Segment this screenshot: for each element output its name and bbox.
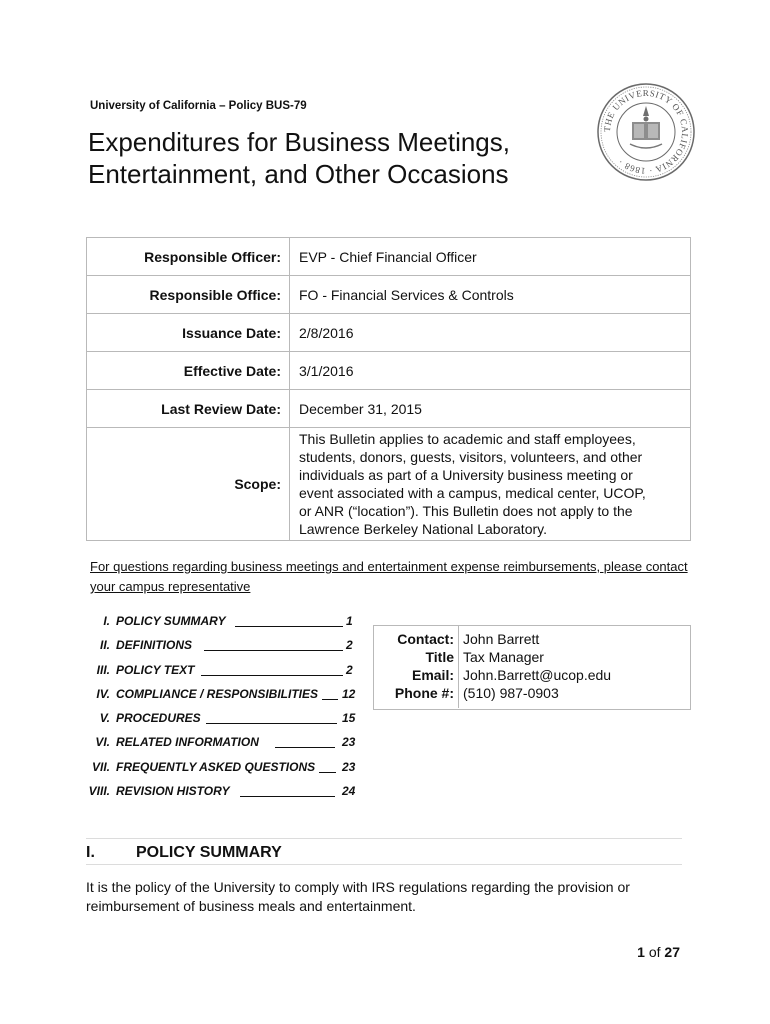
page-number bbox=[637, 944, 680, 960]
contact-row-title bbox=[373, 648, 691, 666]
toc-page-number: 1 bbox=[346, 614, 353, 628]
toc-title: POLICY TEXT bbox=[116, 662, 195, 677]
info-row-scope bbox=[87, 428, 691, 541]
toc-page-number: 23 bbox=[342, 759, 356, 774]
toc-title: COMPLIANCE / RESPONSIBILITIES bbox=[116, 686, 319, 701]
contact-row-name bbox=[373, 625, 691, 648]
seal-text: THE UNIVERSITY OF CALIFORNIA · 1868 · bbox=[601, 87, 691, 177]
scope-line: event associated with a campus, medical center, UCOP, bbox=[299, 485, 646, 501]
page-current: 1 bbox=[637, 944, 645, 960]
section-number: I. bbox=[86, 844, 95, 861]
toc-number: IV. bbox=[96, 686, 110, 701]
info-value: 2/8/2016 bbox=[290, 314, 691, 352]
contact-label: Email: bbox=[373, 666, 459, 684]
toc-number: VII. bbox=[91, 759, 110, 774]
contact-value: John Barrett bbox=[463, 631, 540, 647]
info-row-office bbox=[87, 276, 691, 314]
info-label: Effective Date: bbox=[87, 352, 290, 390]
policy-summary-text: It is the policy of the University to comply with IRS regulations regarding the provision or reimbursement of business meals and entertainment. bbox=[86, 879, 630, 914]
toc-leader-line bbox=[206, 723, 337, 724]
toc-leader-line bbox=[322, 699, 338, 700]
toc-page-number: 15 bbox=[342, 711, 356, 726]
scope-label: Scope: bbox=[87, 428, 290, 541]
toc-number: V. bbox=[99, 711, 110, 726]
toc-title: PROCEDURES bbox=[116, 711, 201, 726]
toc-leader-line bbox=[275, 747, 335, 748]
contact-table bbox=[373, 625, 691, 708]
info-label: Responsible Officer: bbox=[87, 238, 290, 276]
toc-page-number: 23 bbox=[342, 735, 356, 750]
section-title: POLICY SUMMARY bbox=[136, 844, 282, 861]
info-label: Last Review Date: bbox=[87, 390, 290, 428]
toc-leader-line bbox=[201, 675, 343, 676]
contact-email-link[interactable]: John.Barrett@ucop.edu bbox=[463, 667, 612, 683]
toc-page-number: 24 bbox=[342, 784, 356, 799]
toc-page-number: 2 bbox=[346, 662, 353, 677]
page-title bbox=[88, 126, 510, 190]
toc-number: VI. bbox=[95, 735, 110, 750]
scope-text bbox=[290, 428, 691, 541]
scope-line: students, donors, guests, visitors, volunteers, and other bbox=[299, 449, 643, 465]
toc-title: POLICY SUMMARY bbox=[116, 614, 226, 628]
toc-page-number: 12 bbox=[342, 686, 356, 701]
info-row-officer bbox=[87, 238, 691, 276]
scope-line: Lawrence Berkeley National Laboratory. bbox=[299, 521, 547, 537]
section-heading bbox=[86, 844, 282, 862]
info-row-last-review-date bbox=[87, 390, 691, 428]
policy-line: University of California – Policy BUS-79 bbox=[90, 100, 307, 112]
toc-title: RELATED INFORMATION bbox=[116, 735, 259, 750]
page-total: 27 bbox=[664, 944, 680, 960]
toc-number: I. bbox=[103, 614, 110, 628]
page-of: of bbox=[648, 944, 661, 960]
toc-leader-line bbox=[319, 772, 336, 773]
toc-title: FREQUENTLY ASKED QUESTIONS bbox=[116, 759, 316, 774]
info-row-effective-date bbox=[87, 352, 691, 390]
toc-number: II. bbox=[99, 638, 110, 653]
contact-value: Tax Manager bbox=[463, 649, 544, 665]
info-value: EVP - Chief Financial Officer bbox=[290, 238, 691, 276]
toc-leader-line bbox=[235, 626, 343, 627]
info-label: Issuance Date: bbox=[87, 314, 290, 352]
toc-number: III. bbox=[96, 662, 110, 677]
info-label: Responsible Office: bbox=[87, 276, 290, 314]
info-row-issuance-date bbox=[87, 314, 691, 352]
section-rule-bottom bbox=[86, 864, 682, 865]
campus-contact-link[interactable]: For questions regarding business meetings and entertainment expense reimbursements, please contact your campus representative bbox=[90, 559, 688, 594]
policy-info-table bbox=[86, 237, 691, 541]
info-value: FO - Financial Services & Controls bbox=[290, 276, 691, 314]
scope-line: This Bulletin applies to academic and staff employees, bbox=[299, 431, 636, 447]
toc-title: REVISION HISTORY bbox=[116, 784, 230, 799]
toc-leader-line bbox=[240, 796, 335, 797]
toc-number: VIII. bbox=[88, 784, 110, 799]
scope-line: or ANR (“location”). This Bulletin does not apply to the bbox=[299, 503, 633, 519]
toc-title: DEFINITIONS bbox=[116, 638, 193, 653]
info-value: December 31, 2015 bbox=[290, 390, 691, 428]
contact-label: Contact: bbox=[373, 625, 459, 648]
info-value: 3/1/2016 bbox=[290, 352, 691, 390]
toc-page-number: 2 bbox=[346, 638, 353, 653]
page-title-line-1: Expenditures for Business Meetings, bbox=[88, 127, 510, 157]
page-title-line-2: Entertainment, and Other Occasions bbox=[88, 159, 509, 189]
contact-row-email bbox=[373, 666, 691, 684]
university-seal-logo bbox=[596, 82, 696, 182]
section-rule-top bbox=[86, 838, 682, 839]
contact-label: Phone #: bbox=[373, 684, 459, 708]
contact-value: (510) 987-0903 bbox=[463, 685, 559, 701]
contact-row-phone bbox=[373, 684, 691, 708]
toc-leader-line bbox=[204, 650, 343, 651]
scope-line: individuals as part of a University business meeting or bbox=[299, 467, 633, 483]
contact-label: Title bbox=[373, 648, 459, 666]
